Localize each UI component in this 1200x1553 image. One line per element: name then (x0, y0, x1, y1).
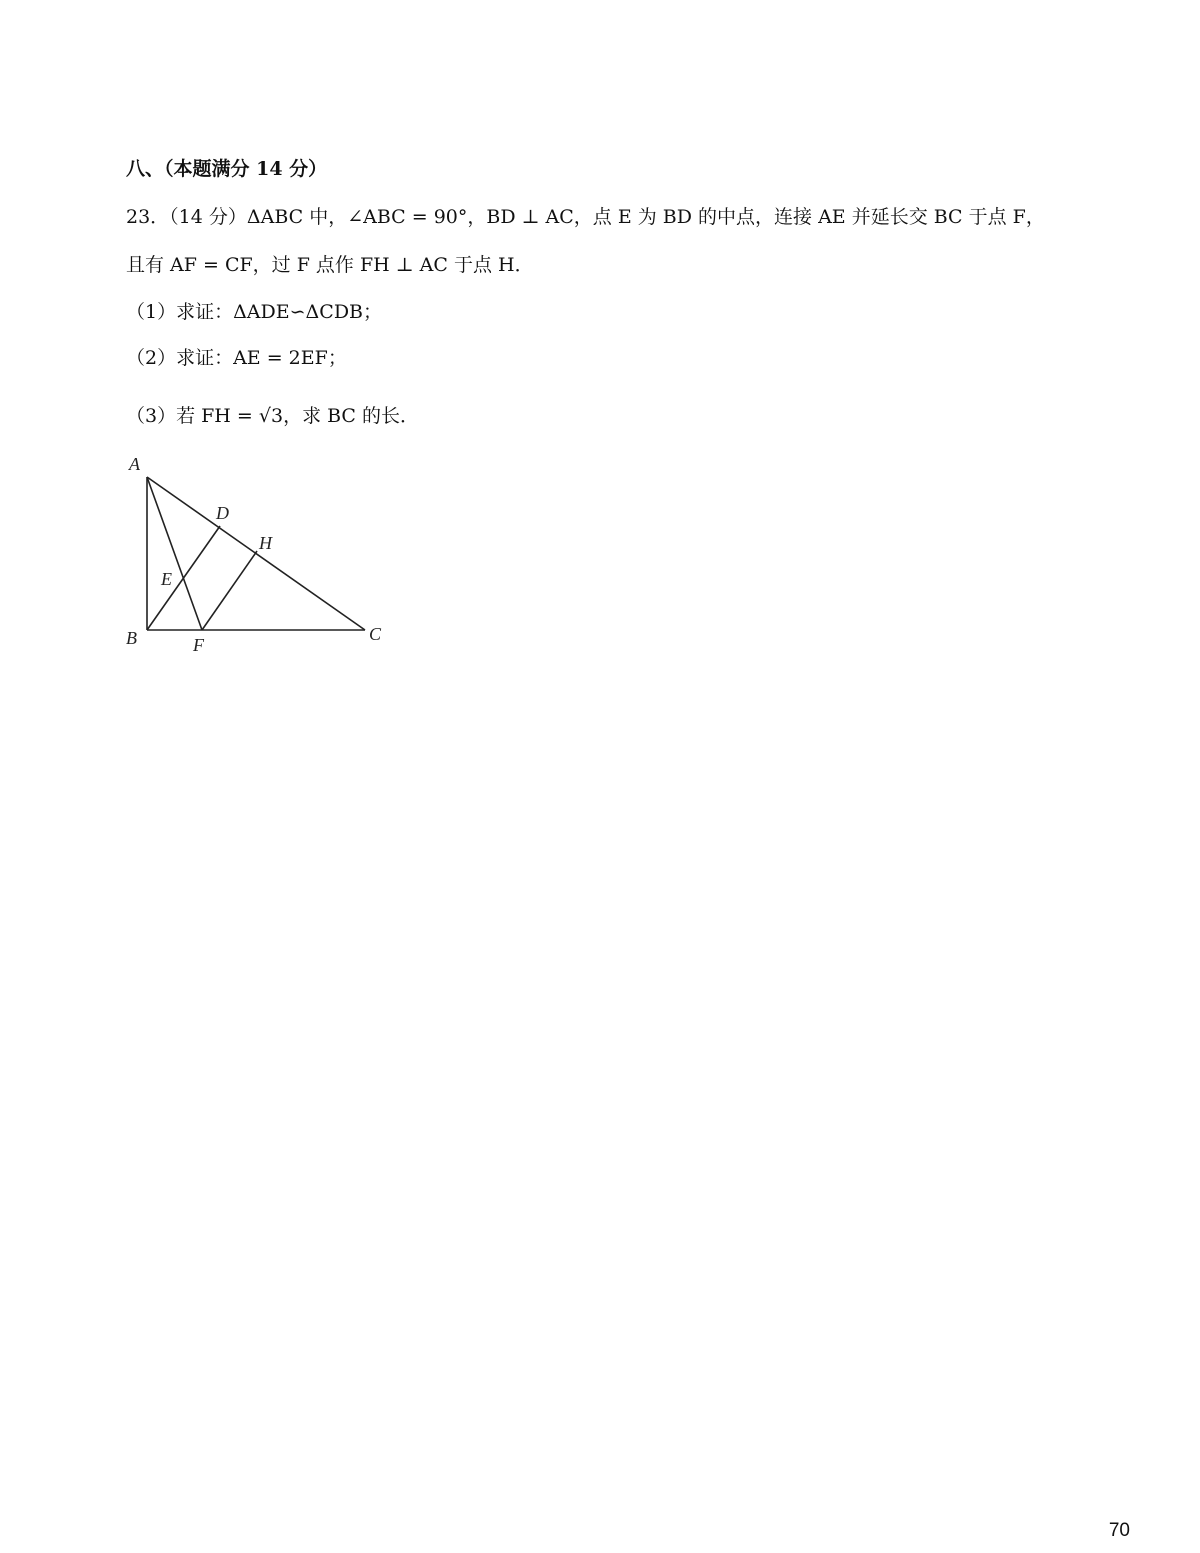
segment-FH (202, 551, 257, 630)
segment-BD (147, 526, 220, 630)
point-label-H: H (259, 533, 272, 553)
section-heading: 八、（本题满分 14 分） (126, 158, 328, 180)
question-part-2: （2）求证：AE = 2EF； (126, 347, 347, 369)
question-text-line-1: 23．（14 分）ΔABC 中，∠ABC = 90°，BD ⊥ AC，点 E 为 BD 的中点，连接 AE 并延长交 BC 于点 F， (126, 206, 1045, 228)
segment-AF (147, 477, 202, 630)
point-label-E: E (161, 569, 172, 589)
question-part-3: （3）若 FH = √3，求 BC 的长． (126, 405, 420, 427)
point-label-A: A (129, 454, 140, 474)
page-number: 70 (1108, 1520, 1130, 1541)
point-label-C: C (369, 624, 382, 644)
question-part-1: （1）求证：ΔADE∽ΔCDB； (126, 301, 383, 323)
geometry-figure (120, 452, 400, 662)
point-label-B: B (126, 628, 137, 648)
question-text-line-2: 且有 AF = CF，过 F 点作 FH ⊥ AC 于点 H． (126, 254, 534, 276)
point-label-D: D (216, 503, 229, 523)
point-label-F: F (193, 635, 204, 655)
